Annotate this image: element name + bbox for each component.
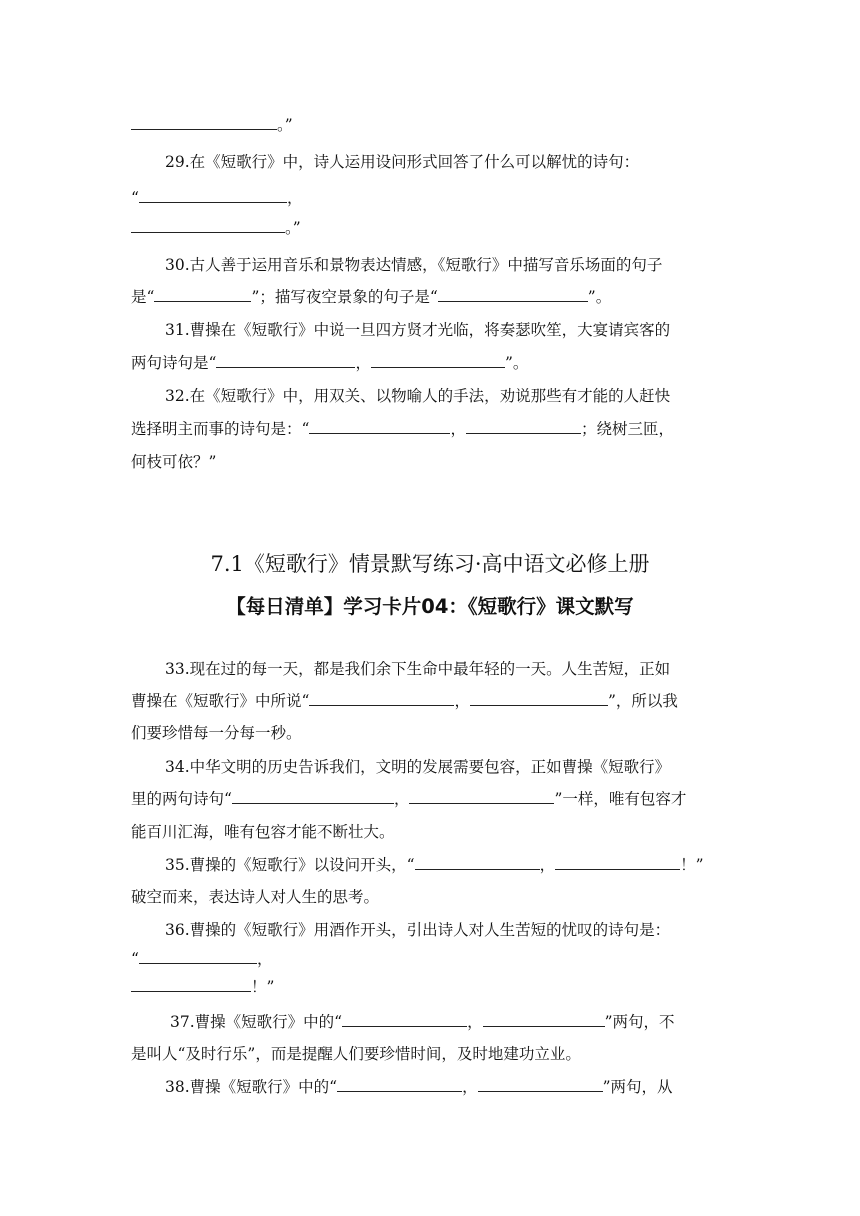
q38-line1: 38.曹操《短歌行》中的“ ， ”两句，从 [165, 1078, 673, 1096]
answer-blank[interactable] [483, 1011, 605, 1027]
q37-line2: 是叫人“及时行乐”，而是提醒人们要珍惜时间，及时地建功立业。 [131, 1045, 581, 1063]
answer-blank[interactable] [371, 352, 505, 368]
card-subtitle: 【每日清单】学习卡片04：《短歌行》课文默写 [226, 595, 634, 618]
answer-blank[interactable] [409, 788, 554, 804]
answer-blank[interactable] [154, 286, 251, 302]
answer-blank[interactable] [216, 352, 355, 368]
q34-line2: 里的两句诗句“ ， ”一样，唯有包容才 [131, 790, 687, 808]
q31-line2: 两句诗句是“ ， ”。 [131, 354, 529, 372]
answer-blank[interactable] [131, 976, 251, 992]
answer-blank[interactable] [470, 690, 608, 706]
q32-line3: 何枝可依？” [131, 453, 217, 471]
answer-blank[interactable] [438, 286, 588, 302]
q32-line2: 选择明主而事的诗句是：“ ， ；绕树三匝， [131, 420, 674, 438]
answer-blank[interactable] [337, 1076, 462, 1092]
section-title: 7.1《短歌行》情景默写练习·高中语文必修上册 [210, 552, 650, 576]
answer-blank[interactable] [478, 1076, 603, 1092]
answer-blank[interactable] [466, 418, 581, 434]
answer-blank[interactable] [415, 854, 540, 870]
q36-line3: ！” [131, 976, 274, 998]
q37-line1: 37.曹操《短歌行》中的“ ， ”两句，不 [170, 1013, 675, 1031]
q36-line2: “ ， [131, 950, 273, 968]
q28-tail-line: 。” [131, 114, 293, 136]
q35-line2: 破空而来，表达诗人对人生的思考。 [131, 888, 380, 906]
answer-blank[interactable] [131, 217, 285, 233]
q36-line1: 36.曹操的《短歌行》用酒作开头，引出诗人对人生苦短的忧叹的诗句是： [165, 921, 671, 939]
answer-blank[interactable] [342, 1011, 467, 1027]
answer-blank[interactable] [555, 854, 680, 870]
answer-blank[interactable] [309, 690, 454, 706]
q33-line3: 们要珍惜每一分每一秒。 [131, 724, 302, 742]
q29-line3: 。” [131, 217, 301, 239]
answer-blank[interactable] [139, 948, 257, 964]
answer-blank[interactable] [131, 114, 277, 130]
answer-blank[interactable] [309, 418, 450, 434]
q32-line1: 32.在《短歌行》中，用双关、以物喻人的手法，劝说那些有才能的人赶快 [165, 387, 671, 405]
q34-line3: 能百川汇海，唯有包容才能不断壮大。 [131, 823, 395, 841]
q35-line1: 35.曹操的《短歌行》以设问开头，“ ， ！” [165, 856, 704, 874]
q30-line2: 是“ ”；描写夜空景象的句子是“ ”。 [131, 288, 612, 306]
q33-line1: 33.现在过的每一天，都是我们余下生命中最年轻的一天。人生苦短，正如 [165, 660, 671, 678]
q29-line1: 29.在《短歌行》中，诗人运用设问形式回答了什么可以解忧的诗句： [165, 153, 640, 171]
q31-line1: 31.曹操在《短歌行》中说一旦四方贤才光临，将奏瑟吹笙，大宴请宾客的 [165, 321, 671, 339]
q33-line2: 曹操在《短歌行》中所说“ ， ”，所以我 [131, 692, 678, 710]
answer-blank[interactable] [232, 788, 394, 804]
answer-blank[interactable] [139, 187, 287, 203]
q29-line2: “ ， [131, 189, 303, 207]
q30-line1: 30.古人善于运用音乐和景物表达情感，《短歌行》中描写音乐场面的句子 [165, 256, 663, 274]
q34-line1: 34.中华文明的历史告诉我们，文明的发展需要包容，正如曹操《短歌行》 [165, 758, 671, 776]
